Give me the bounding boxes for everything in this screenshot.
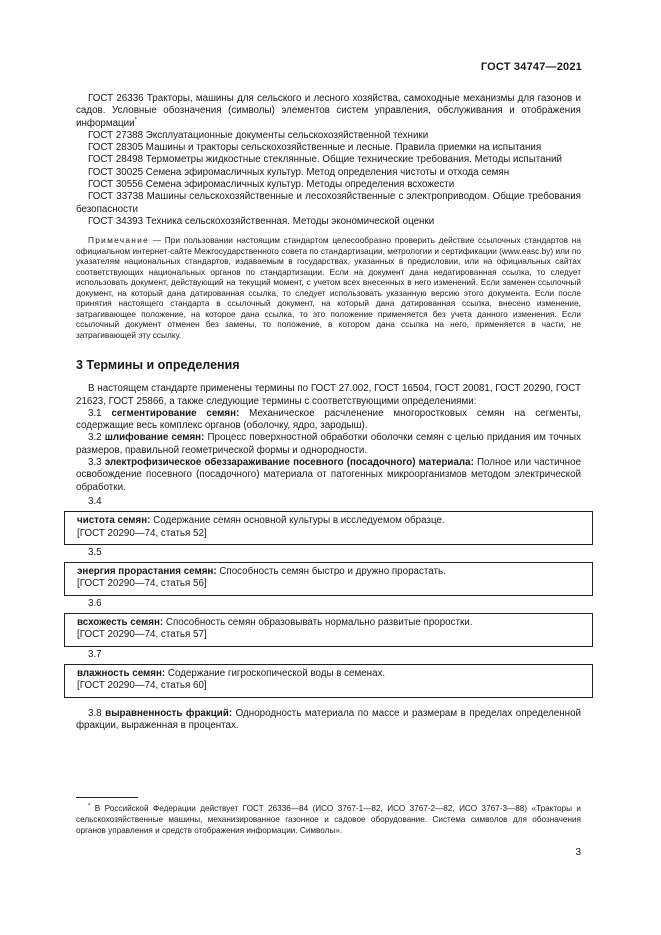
term-definition: Содержание семян основной культуры в исследуемом образце. <box>150 515 445 527</box>
section-intro: В настоящем стандарте применены термины по ГОСТ 27.002, ГОСТ 16504, ГОСТ 20081, ГОСТ 20290, ГОСТ 21623, ГОСТ 25866, а также следующие термины с соответствующими определениями: <box>76 383 581 407</box>
reference-item: ГОСТ 28305 Машины и тракторы сельскохозяйственные и лесные. Правила приемки на испытания <box>88 142 542 154</box>
term-number: 3.5 <box>88 546 102 558</box>
footnote <box>76 804 581 836</box>
footnote-text: В Российской Федерации действует ГОСТ 26336—84 (ИСО 3767-1—82, ИСО 3767-2—82, ИСО 3767-3—88) «Тракторы и сельскохозяйственные машины, механизированное газонное и садовое оборудование. Система символов для обозначения органов управления и средств отображения информации. Символы». <box>76 804 581 835</box>
document-code-header: ГОСТ 34747—2021 <box>480 61 582 73</box>
term-definition: Способность семян образовывать нормально развитые проростки. <box>163 617 473 629</box>
footnote-marker[interactable]: * <box>134 117 137 124</box>
term-3-3: 3.3 электрофизическое обеззараживание посевного (посадочного) материала: Полное или частичное освобождение посевного (посадочного) материала от патогенных микроорганизмов методом электрической обработки. <box>76 457 581 493</box>
term-3-1: 3.1 сегментирование семян: Механическое расчленение многоростковых семян на сегменты, содержащие весь комплекс органов (оболочку, ядро, зародыш). <box>76 407 581 432</box>
term-number: 3.6 <box>88 597 102 609</box>
term-name: электрофизическое обеззараживание посевного (посадочного) материала: <box>104 457 474 469</box>
term-definition: Однородность материала по массе и размерам в пределах определенной фракции, выраженная в процентах. <box>76 707 581 731</box>
footnote-divider <box>76 797 138 798</box>
reference-item: ГОСТ 26336 Тракторы, машины для сельского и лесного хозяйства, самоходные механизмы для газонов и садов. Условные обозначения (символы) элементов систем управления, обслуживания и отображения информации* <box>76 93 581 129</box>
term-name: всхожесть семян: <box>77 617 164 629</box>
term-name: влажность семян: <box>77 667 166 679</box>
term-name: выравненность фракций: <box>105 707 233 719</box>
term-name: энергия прорастания семян: <box>77 566 217 578</box>
term-definition: Механическое расчленение многоростковых семян на сегменты, содержащие весь комплекс органов (оболочку, ядро, зародыш). <box>76 407 581 432</box>
reference-item: ГОСТ 27388 Эксплуатационные документы сельскохозяйственной техники <box>88 129 429 141</box>
references-note <box>76 235 581 340</box>
normative-references-list <box>76 93 581 228</box>
term-box-3-7 <box>64 664 593 698</box>
term-source: [ГОСТ 20290—74, статья 57] <box>77 629 207 641</box>
term-name: шлифование семян: <box>104 432 205 444</box>
footnote-mark: * <box>88 803 91 810</box>
page-number: 3 <box>575 847 581 858</box>
term-name: чистота семян: <box>77 515 151 527</box>
term-definition: Содержание гигроскопической воды в семенах. <box>165 667 386 679</box>
term-source: [ГОСТ 20290—74, статья 52] <box>77 527 207 539</box>
term-source: [ГОСТ 20290—74, статья 56] <box>77 578 207 590</box>
reference-item: ГОСТ 34393 Техника сельскохозяйственная. Методы экономической оценки <box>88 215 435 227</box>
term-source: [ГОСТ 20290—74, статья 60] <box>77 680 207 692</box>
reference-item: ГОСТ 30556 Семена эфиромасличных культур. Методы определения всхожести <box>88 179 455 191</box>
term-definition: Способность семян быстро и дружно прорастать. <box>216 566 446 578</box>
note-text: — При пользовании настоящим стандартом целесообразно проверить действие ссылочных стандартов на официальном интернет-сайте Межгосударственного совета по стандартизации, метрологии и сертификации (www.easc.by) или по указателям национальных стандартов, издаваемым в государствах, указанных в предисловии, или на официальных сайтах соответствующих национальных органов по стандартизации. Если на документ дана недатированная ссылка, то следует использовать документ, действующий на текущий момент, с учетом всех внесенных в него изменений. Если заменен ссылочный документ, на который дана датированная ссылка, то следует использовать указанную версию этого документа. Если после принятия настоящего стандарта в ссылочный документ, на который дана датированная ссылка, внесено изменение, затрагивающее положение, на которое дана ссылка, то это положение применяется без учета данного изменения. Если ссылочный документ отменен без замены, то положение, в котором дана ссылка на него, применяется в части, не затрагивающей эту ссылку. <box>76 235 581 340</box>
term-box-3-5 <box>64 562 593 596</box>
term-name: сегментирование семян: <box>111 407 240 419</box>
term-3-8: 3.8 выравненность фракций: Однородность материала по массе и размерам в пределах определенной фракции, выраженная в процентах. <box>76 707 581 731</box>
note-label: Примечание <box>88 235 150 246</box>
term-box-3-4 <box>64 511 593 545</box>
term-box-3-6 <box>64 613 593 647</box>
section-title: 3 Термины и определения <box>76 358 240 373</box>
term-definition: Полное или частичное освобождение посевного (посадочного) материала от патогенных микроорганизмов методом электрической обработки. <box>76 457 581 493</box>
term-definition: Процесс поверхностной обработки оболочки семян с целью придания им точных размеров, правильной геометрической формы и однородности. <box>76 432 581 456</box>
reference-item: ГОСТ 28498 Термометры жидкостные стеклянные. Общие технические требования. Методы испытаний <box>88 154 562 166</box>
term-number: 3.4 <box>88 495 102 507</box>
reference-item: ГОСТ 33738 Машины сельскохозяйственные и лесохозяйственные с электроприводом. Общие требования безопасности <box>76 191 581 215</box>
term-3-2: 3.2 шлифование семян: Процесс поверхностной обработки оболочки семян с целью придания им точных размеров, правильной геометрической формы и однородности. <box>76 432 581 456</box>
term-number: 3.7 <box>88 648 102 660</box>
page-content <box>76 93 581 732</box>
reference-item: ГОСТ 30025 Семена эфиромасличных культур. Метод определения чистоты и отхода семян <box>88 166 510 178</box>
